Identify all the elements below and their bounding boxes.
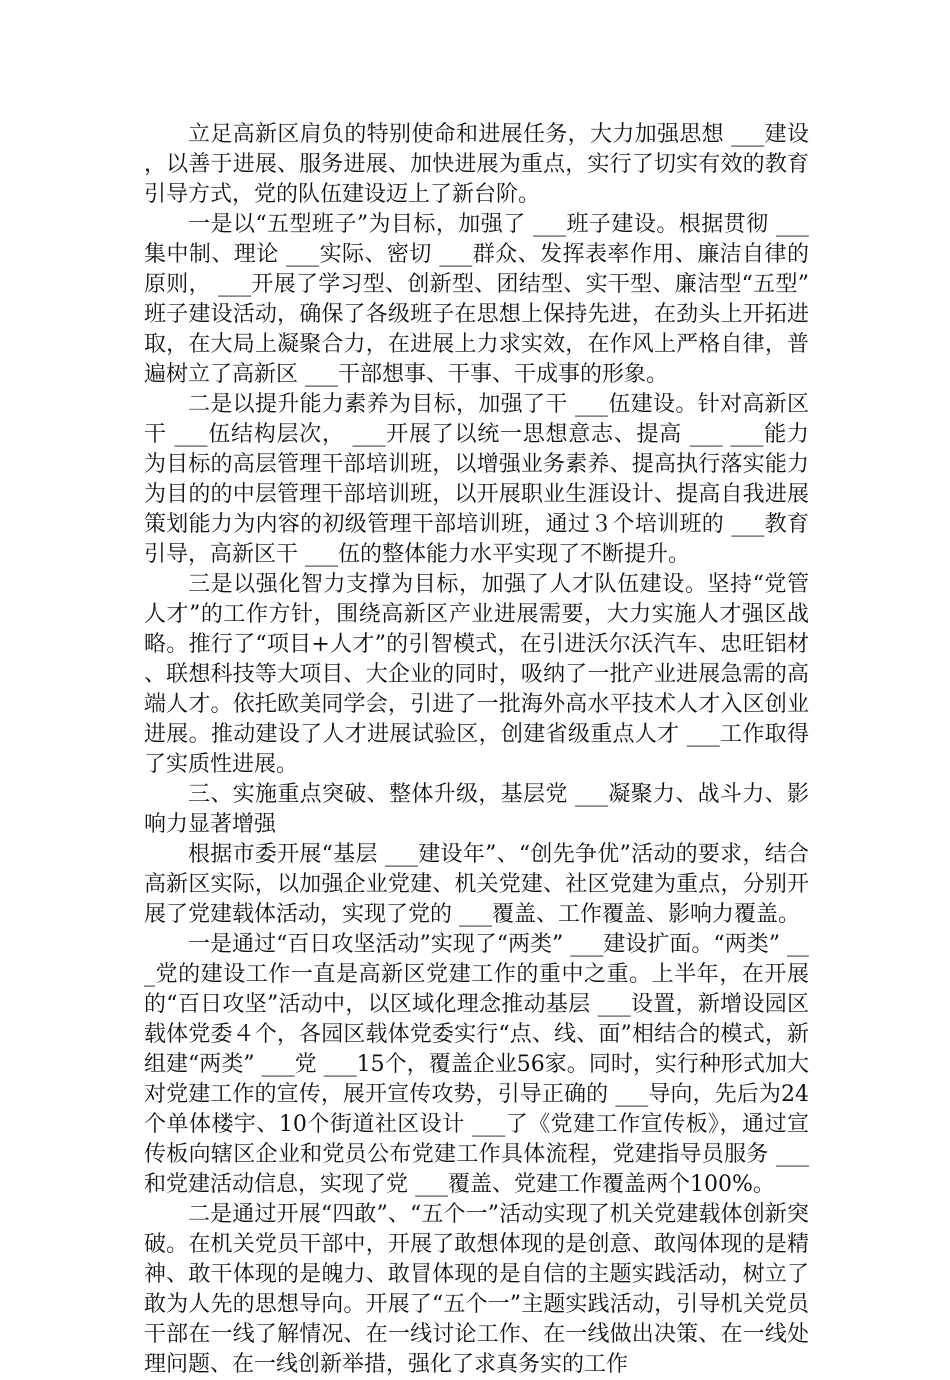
paragraph-intro: 立足高新区肩负的特别使命和进展任务，大力加强思想 ___建设，以善于进展、服务进展、加快进展为重点，实行了切实有效的教育引导方式，党的队伍建设迈上了新台阶。 bbox=[144, 122, 809, 207]
document-page bbox=[144, 120, 809, 1380]
paragraph-four-dares: 二是通过开展“四敢”、“五个一”活动实现了机关党建载体创新突破。在机关党员干部中，开展了敢想体现的是创意、敢闯体现的是精神、敢干体现的是魄力、敢冒体现的是自信的主题实践活动，树立了敢为人先的思想导向。开展了“五个一”主题实践活动，引导机关党员干部在一线了解情况、在一线讨论工作、在一线做出决策、在一线处理问题、在一线创新举措，强化了求真务实的工作 bbox=[144, 1202, 809, 1377]
paragraph-grassroots: 根据市委开展“基层 ___建设年”、“创先争优”活动的要求，结合高新区实际，以加强企业党建、机关党建、社区党建为重点，分别开展了党建载体活动，实现了党的 ___覆盖、工作覆盖、影响力覆盖。 bbox=[144, 842, 809, 927]
paragraph-hundred-days: 一是通过“百日攻坚活动”实现了“两类” ___建设扩面。“两类” ___党的建设工作一直是高新区党建工作的重中之重。上半年，在开展的“百日攻坚”活动中，以区域化理念推动基层 ___设置，新增设园区载体党委４个，各园区载体党委实行“点、线、面”相结合的模式，新组建“两类” ___党 ___15个，覆盖企业56家。同时，实行种形式加大对党建工作的宣传，展开宣传攻势，引导正确的 ___导向，先后为24个单体楼宇、10个街道社区设计 ___了《党建工作宣传板》，通过宣传板向辖区企业和党员公布党建工作具体流程，党建指导员服务 ___和党建活动信息，实现了党 ___覆盖、党建工作覆盖两个100%。 bbox=[144, 932, 809, 1197]
paragraph-leadership-teams: 一是以“五型班子”为目标，加强了 ___班子建设。根据贯彻 ___集中制、理论 ___实际、密切 ___群众、发挥表率作用、廉洁自律的原则， ___开展了学习型、创新型、团结型、实干型、廉洁型“五型”班子建设活动，确保了各级班子在思想上保持先进，在劲头上开拓进取，在大局上凝聚合力，在进展上力求实效，在作风上严格自律，普遍树立了高新区 ___干部想事、干事、干成事的形象。 bbox=[144, 212, 809, 387]
paragraph-talent-team: 三是以强化智力支撑为目标，加强了人才队伍建设。坚持“党管人才”的工作方针，围绕高新区产业进展需要，大力实施人才强区战略。推行了“项目+人才”的引智模式，在引进沃尔沃汽车、忠旺铝材、联想科技等大项目、大企业的同时，吸纳了一批产业进展急需的高端人才。依托欧美同学会，引进了一批海外高水平技术人才入区创业进展。推动建设了人才进展试验区，创建省级重点人才 ___工作取得了实质性进展。 bbox=[144, 572, 809, 777]
paragraph-cadre-training: 二是以提升能力素养为目标，加强了干 ___伍建设。针对高新区干 ___伍结构层次， ___开展了以统一思想意志、提高 ___ ___能力为目标的高层管理干部培训班，以增强业务素养、提高执行落实能力为目的的中层管理干部培训班，以开展职业生涯设计、提高自我进展策划能力为内容的初级管理干部培训班，通过３个培训班的 ___教育引导，高新区干 ___伍的整体能力水平实现了不断提升。 bbox=[144, 392, 809, 567]
section-heading-three: 三、实施重点突破、整体升级，基层党 ___凝聚力、战斗力、影响力显著增强 bbox=[144, 782, 809, 837]
